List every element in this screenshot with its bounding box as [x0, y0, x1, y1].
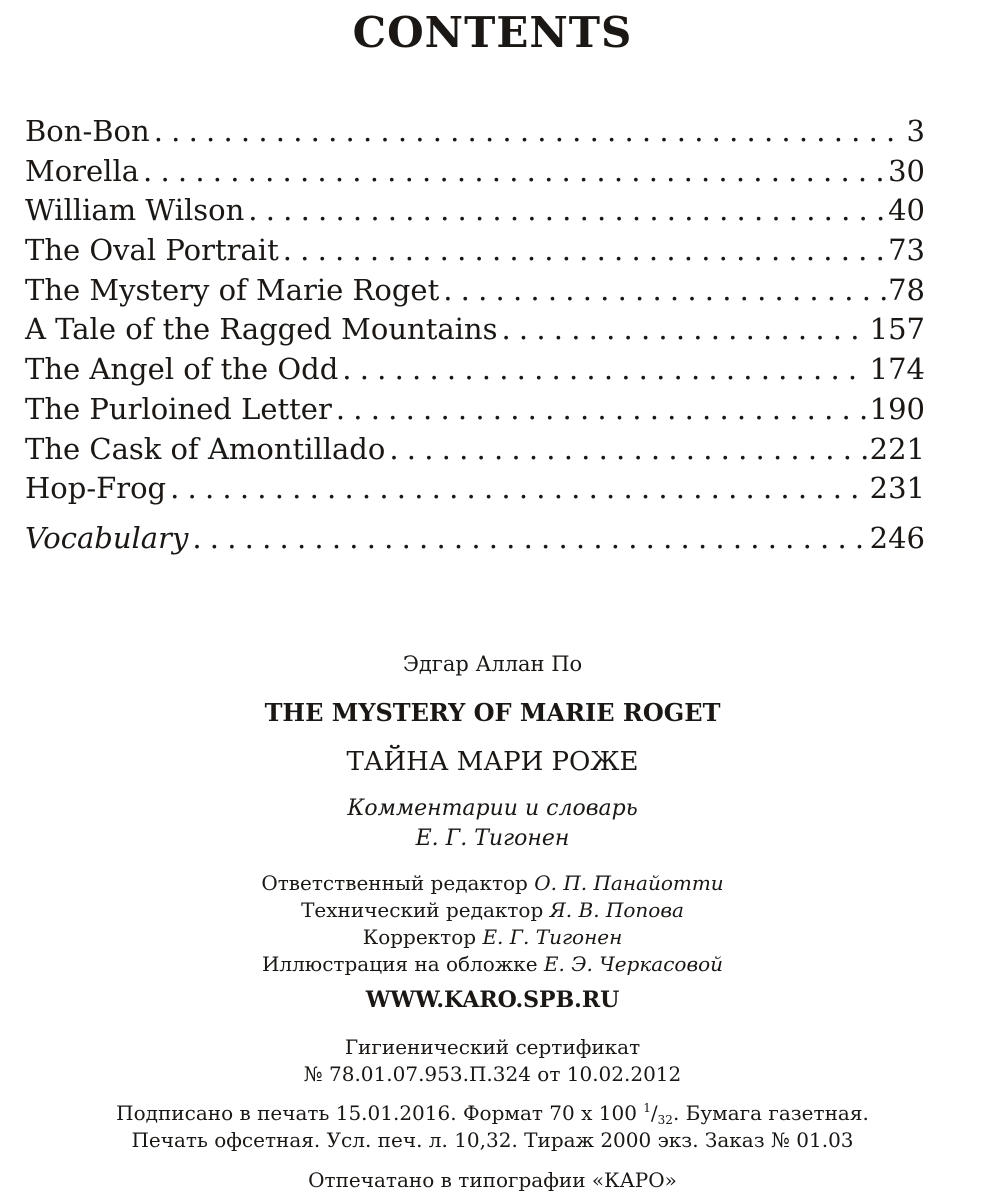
- format-fraction-numerator: 1: [643, 1101, 651, 1115]
- toc-dot-leader: [332, 390, 868, 430]
- credit-role: Технический редактор: [301, 898, 544, 922]
- table-of-contents: [25, 112, 925, 559]
- print-details-line2: Печать офсетная. Усл. печ. л. 10,32. Тираж 2000 экз. Заказ № 01.03: [131, 1128, 854, 1152]
- toc-entry: [25, 152, 925, 192]
- toc-entry-title: The Purloined Letter: [25, 391, 332, 426]
- toc-entry-page: 30: [888, 153, 925, 188]
- book-title-english: THE MYSTERY OF MARIE ROGET: [264, 698, 721, 727]
- credit-person: О. П. Панайотти: [534, 871, 724, 895]
- print-details-line1: [0, 1101, 985, 1127]
- credit-person: Я. В. Попова: [549, 898, 684, 922]
- print-details-text: Подписано в печать 15.01.2016. Формат 70 х 100: [116, 1101, 637, 1125]
- certificate-number: № 78.01.07.953.П.324 от 10.02.2012: [303, 1062, 682, 1086]
- toc-dot-leader: [150, 112, 905, 152]
- toc-dot-leader: [439, 271, 886, 311]
- credit-line: [0, 897, 985, 924]
- credit-person: Е. Г. Тигонен: [482, 925, 623, 949]
- author-name: Эдгар Аллан По: [402, 652, 583, 676]
- credit-line: [0, 951, 985, 978]
- toc-entry: [25, 231, 925, 271]
- publisher-website: WWW.KARO.SPB.RU: [365, 987, 620, 1013]
- toc-entry-title: The Angel of the Odd: [25, 352, 339, 387]
- credit-role: Иллюстрация на обложке: [261, 952, 538, 976]
- toc-entry-page: 73: [888, 233, 925, 268]
- toc-entry-page: 78: [888, 272, 925, 307]
- toc-entry: [25, 112, 925, 152]
- printing-house: Отпечатано в типографии «КАРО»: [308, 1168, 677, 1192]
- toc-entry: [25, 271, 925, 311]
- toc-entry-page: 221: [869, 431, 925, 466]
- toc-entry-title: A Tale of the Ragged Mountains: [25, 312, 498, 347]
- commentary-label: Комментарии и словарь: [347, 796, 638, 821]
- toc-entry-page: 231: [869, 471, 925, 506]
- toc-entry-title: William Wilson: [25, 193, 245, 228]
- book-title-russian: ТАЙНА МАРИ РОЖЕ: [346, 747, 639, 777]
- contents-heading: CONTENTS: [352, 8, 633, 57]
- toc-dot-leader: [139, 152, 886, 192]
- toc-entry: [25, 191, 925, 231]
- toc-entry-page: 190: [869, 391, 925, 426]
- toc-entry: [25, 390, 925, 430]
- toc-entry-page: 3: [906, 114, 925, 148]
- toc-entry-page: 246: [869, 520, 925, 555]
- toc-entry-title: The Mystery of Marie Roget: [25, 272, 440, 307]
- toc-entry: [25, 430, 925, 470]
- commentary-author: Е. Г. Тигонен: [415, 826, 570, 851]
- toc-entry-page: 40: [888, 193, 925, 228]
- credit-role: Корректор: [362, 925, 477, 949]
- credit-line: [0, 870, 985, 897]
- credit-line: [0, 924, 985, 951]
- toc-entry-title: The Cask of Amontillado: [25, 431, 386, 466]
- credits-block: [0, 870, 985, 978]
- toc-entry: [25, 350, 925, 390]
- credit-role: Ответственный редактор: [261, 871, 528, 895]
- toc-entry: [25, 469, 925, 509]
- toc-dot-leader: [166, 469, 868, 509]
- toc-dot-leader: [279, 231, 886, 271]
- toc-entry-title: Bon-Bon: [25, 114, 150, 148]
- toc-dot-leader: [497, 310, 867, 350]
- toc-dot-leader: [385, 430, 867, 470]
- toc-entry-title: The Oval Portrait: [25, 233, 279, 268]
- toc-dot-leader: [188, 519, 867, 559]
- toc-dot-leader: [338, 350, 867, 390]
- credit-person: Е. Э. Черкасовой: [543, 952, 724, 976]
- toc-entry: [25, 310, 925, 350]
- certificate-label: Гигиенический сертификат: [344, 1035, 641, 1059]
- print-details-text: . Бумага газетная.: [672, 1101, 869, 1125]
- format-fraction-denominator: 32: [657, 1113, 673, 1127]
- toc-entry-vocabulary: [25, 519, 925, 559]
- toc-entry-title: Vocabulary: [25, 520, 189, 555]
- format-fraction-separator: /: [650, 1101, 658, 1125]
- toc-entry-page: 157: [869, 312, 925, 347]
- toc-entry-page: 174: [869, 352, 925, 387]
- toc-entry-title: Morella: [25, 153, 140, 188]
- toc-dot-leader: [244, 191, 886, 231]
- toc-entry-title: Hop-Frog: [25, 471, 167, 506]
